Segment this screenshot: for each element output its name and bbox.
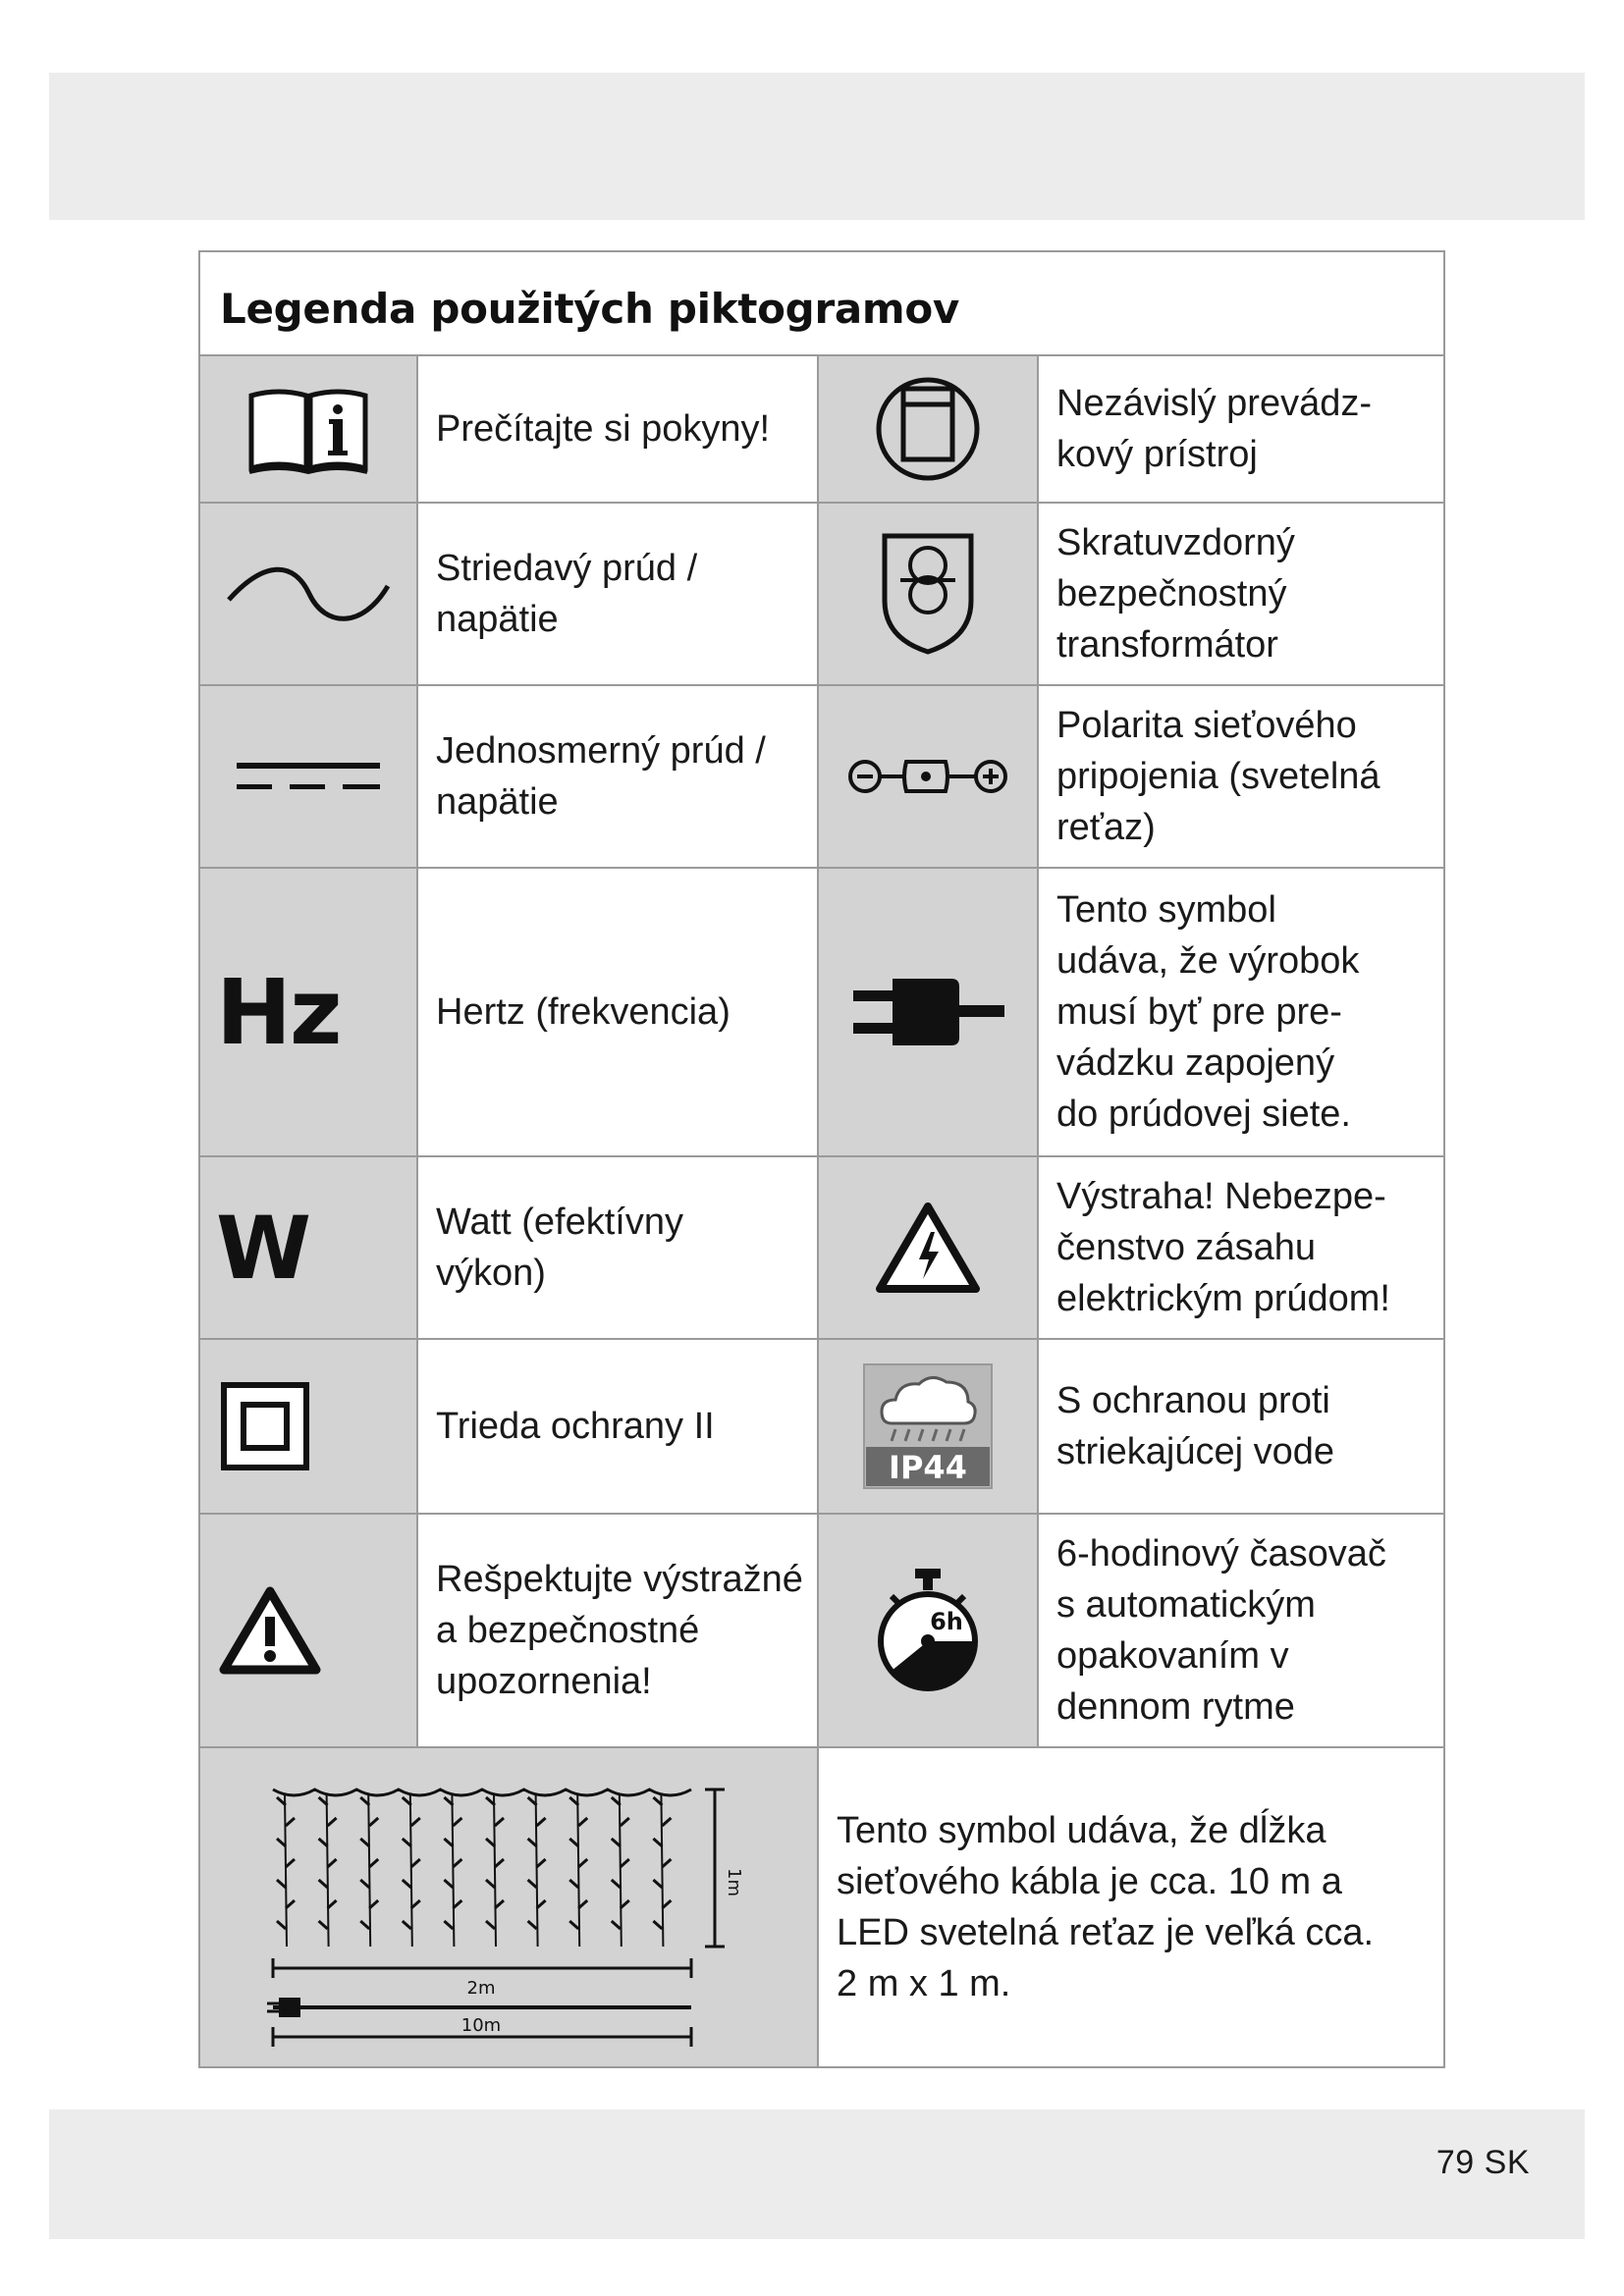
curtain-led [537,1818,546,1826]
legend-text: Skratuvzdorný bezpečnostný transformátor [1056,522,1295,666]
curtain-led [578,1818,587,1826]
curtain-led [453,1818,461,1826]
ip44-label: IP44 [889,1449,967,1486]
curtain-strand [577,1793,579,1947]
page-number: 79 SK [1435,2144,1530,2181]
independent-device-icon [874,375,982,483]
curtain-led [444,1880,453,1888]
icon-cell [819,1340,1039,1513]
curtain-led [662,1859,671,1867]
polarity-icon [847,752,1008,801]
icon-cell [200,1515,418,1746]
legend-text: Rešpektujte výstražné a bezpečnostné upozornenia! [418,1515,819,1746]
pictogram-legend-table [198,250,1445,2068]
width-dimension-label: 2m [466,1978,496,1999]
legend-row [200,869,1443,1157]
icon-cell [200,1748,819,2066]
direct-current-icon [235,757,382,796]
curtain-led [369,1859,378,1867]
curtain-led [495,1859,504,1867]
legend-row [200,504,1443,686]
icon-cell [200,1157,418,1338]
read-instructions-icon [247,382,369,476]
icon-cell [200,869,418,1155]
curtain-led [578,1859,587,1867]
curtain-led [495,1818,504,1826]
legend-text: Striedavý prúd / napätie [418,504,819,684]
height-dimension-label: 1m [724,1868,744,1896]
icon-cell [819,504,1039,684]
icon-cell [819,869,1039,1155]
curtain-led [537,1859,546,1867]
curtain-strand [536,1793,538,1947]
legend-text: Watt (efektívny výkon) [418,1157,819,1338]
light-curtain-dimensions-icon [263,1760,754,2055]
header-band [49,73,1585,220]
mains-plug-icon [849,973,1006,1051]
alternating-current-icon [225,564,392,623]
curtain-led [528,1880,537,1888]
icon-cell [819,1515,1039,1746]
curtain-led [569,1880,578,1888]
cable-dimension-label: 10m [460,2015,502,2036]
curtain-led [612,1921,621,1929]
curtain-led [528,1921,537,1929]
legend-text: 6-hodinový časovač s automatickým opakovaním v dennom rytme [1056,1533,1386,1728]
hertz-icon: Hz [216,959,341,1065]
curtain-led [403,1921,411,1929]
curtain-led [328,1859,337,1867]
curtain-strand [327,1793,329,1947]
icon-cell [819,1157,1039,1338]
curtain-led [486,1880,495,1888]
curtain-led [612,1880,621,1888]
legend-text: Trieda ochrany II [418,1340,819,1513]
legend-row-dimensions [200,1748,1443,2066]
legend-row [200,1157,1443,1340]
legend-row [200,686,1443,869]
curtain-led [411,1818,420,1826]
curtain-strand [368,1793,370,1947]
legend-text: Tento symbol udáva, že výrobok musí byť pre pre- vádzku zapojený do prúdovej siete. [1056,889,1360,1135]
timer-6h-icon [874,1567,982,1694]
curtain-led [403,1880,411,1888]
icon-cell [819,356,1039,502]
ip44-icon [862,1362,994,1490]
curtain-led [662,1818,671,1826]
curtain-led [286,1818,295,1826]
curtain-strand [494,1793,496,1947]
curtain-top-wire [273,1789,691,1795]
legend-text: Výstraha! Nebezpe- čenstvo zásahu elektrickým prúdom! [1056,1176,1390,1319]
legend-text: Prečítajte si pokyny! [418,356,819,502]
curtain-led [653,1880,662,1888]
curtain-led [319,1921,328,1929]
curtain-strand [452,1793,454,1947]
curtain-strand [620,1793,622,1947]
curtain-strand [661,1793,663,1947]
curtain-led [286,1859,295,1867]
timer-label: 6h [930,1608,963,1635]
curtain-led [319,1880,328,1888]
curtain-led [360,1880,369,1888]
curtain-led [621,1818,629,1826]
safety-transformer-icon [879,530,977,658]
legend-text: Jednosmerný prúd / napätie [418,686,819,867]
icon-cell [200,1340,418,1513]
icon-cell [200,686,418,867]
icon-cell [819,686,1039,867]
legend-text: Tento symbol udáva, že dĺžka sieťového kábla je cca. 10 m a LED svetelná reťaz je veľká cca. 2 m x 1 m. [837,1810,1375,2004]
curtain-led [486,1921,495,1929]
curtain-led [411,1859,420,1867]
icon-cell [200,504,418,684]
footer-band [49,2109,1585,2239]
watt-icon: W [216,1197,312,1299]
curtain-led [569,1921,578,1929]
curtain-led [360,1921,369,1929]
legend-row [200,356,1443,504]
legend-title: Legenda použitých piktogramov [200,252,1443,356]
legend-text: Nezávislý prevádz- kový prístroj [1056,383,1372,475]
legend-text: Polarita sieťového pripojenia (svetelná reťaz) [1056,705,1380,848]
protection-class-ii-icon [220,1381,310,1471]
legend-row [200,1515,1443,1748]
warning-icon [218,1585,322,1676]
legend-text: Hertz (frekvencia) [418,869,819,1155]
curtain-strand [410,1793,412,1947]
curtain-led [653,1921,662,1929]
electric-shock-warning-icon [874,1201,982,1295]
curtain-led [277,1880,286,1888]
curtain-led [453,1859,461,1867]
curtain-led [277,1921,286,1929]
curtain-led [369,1818,378,1826]
curtain-led [444,1921,453,1929]
curtain-led [328,1818,337,1826]
legend-text: S ochranou proti striekajúcej vode [1056,1380,1335,1472]
icon-cell [200,356,418,502]
legend-row [200,1340,1443,1515]
curtain-led [621,1859,629,1867]
curtain-strand [285,1793,287,1947]
